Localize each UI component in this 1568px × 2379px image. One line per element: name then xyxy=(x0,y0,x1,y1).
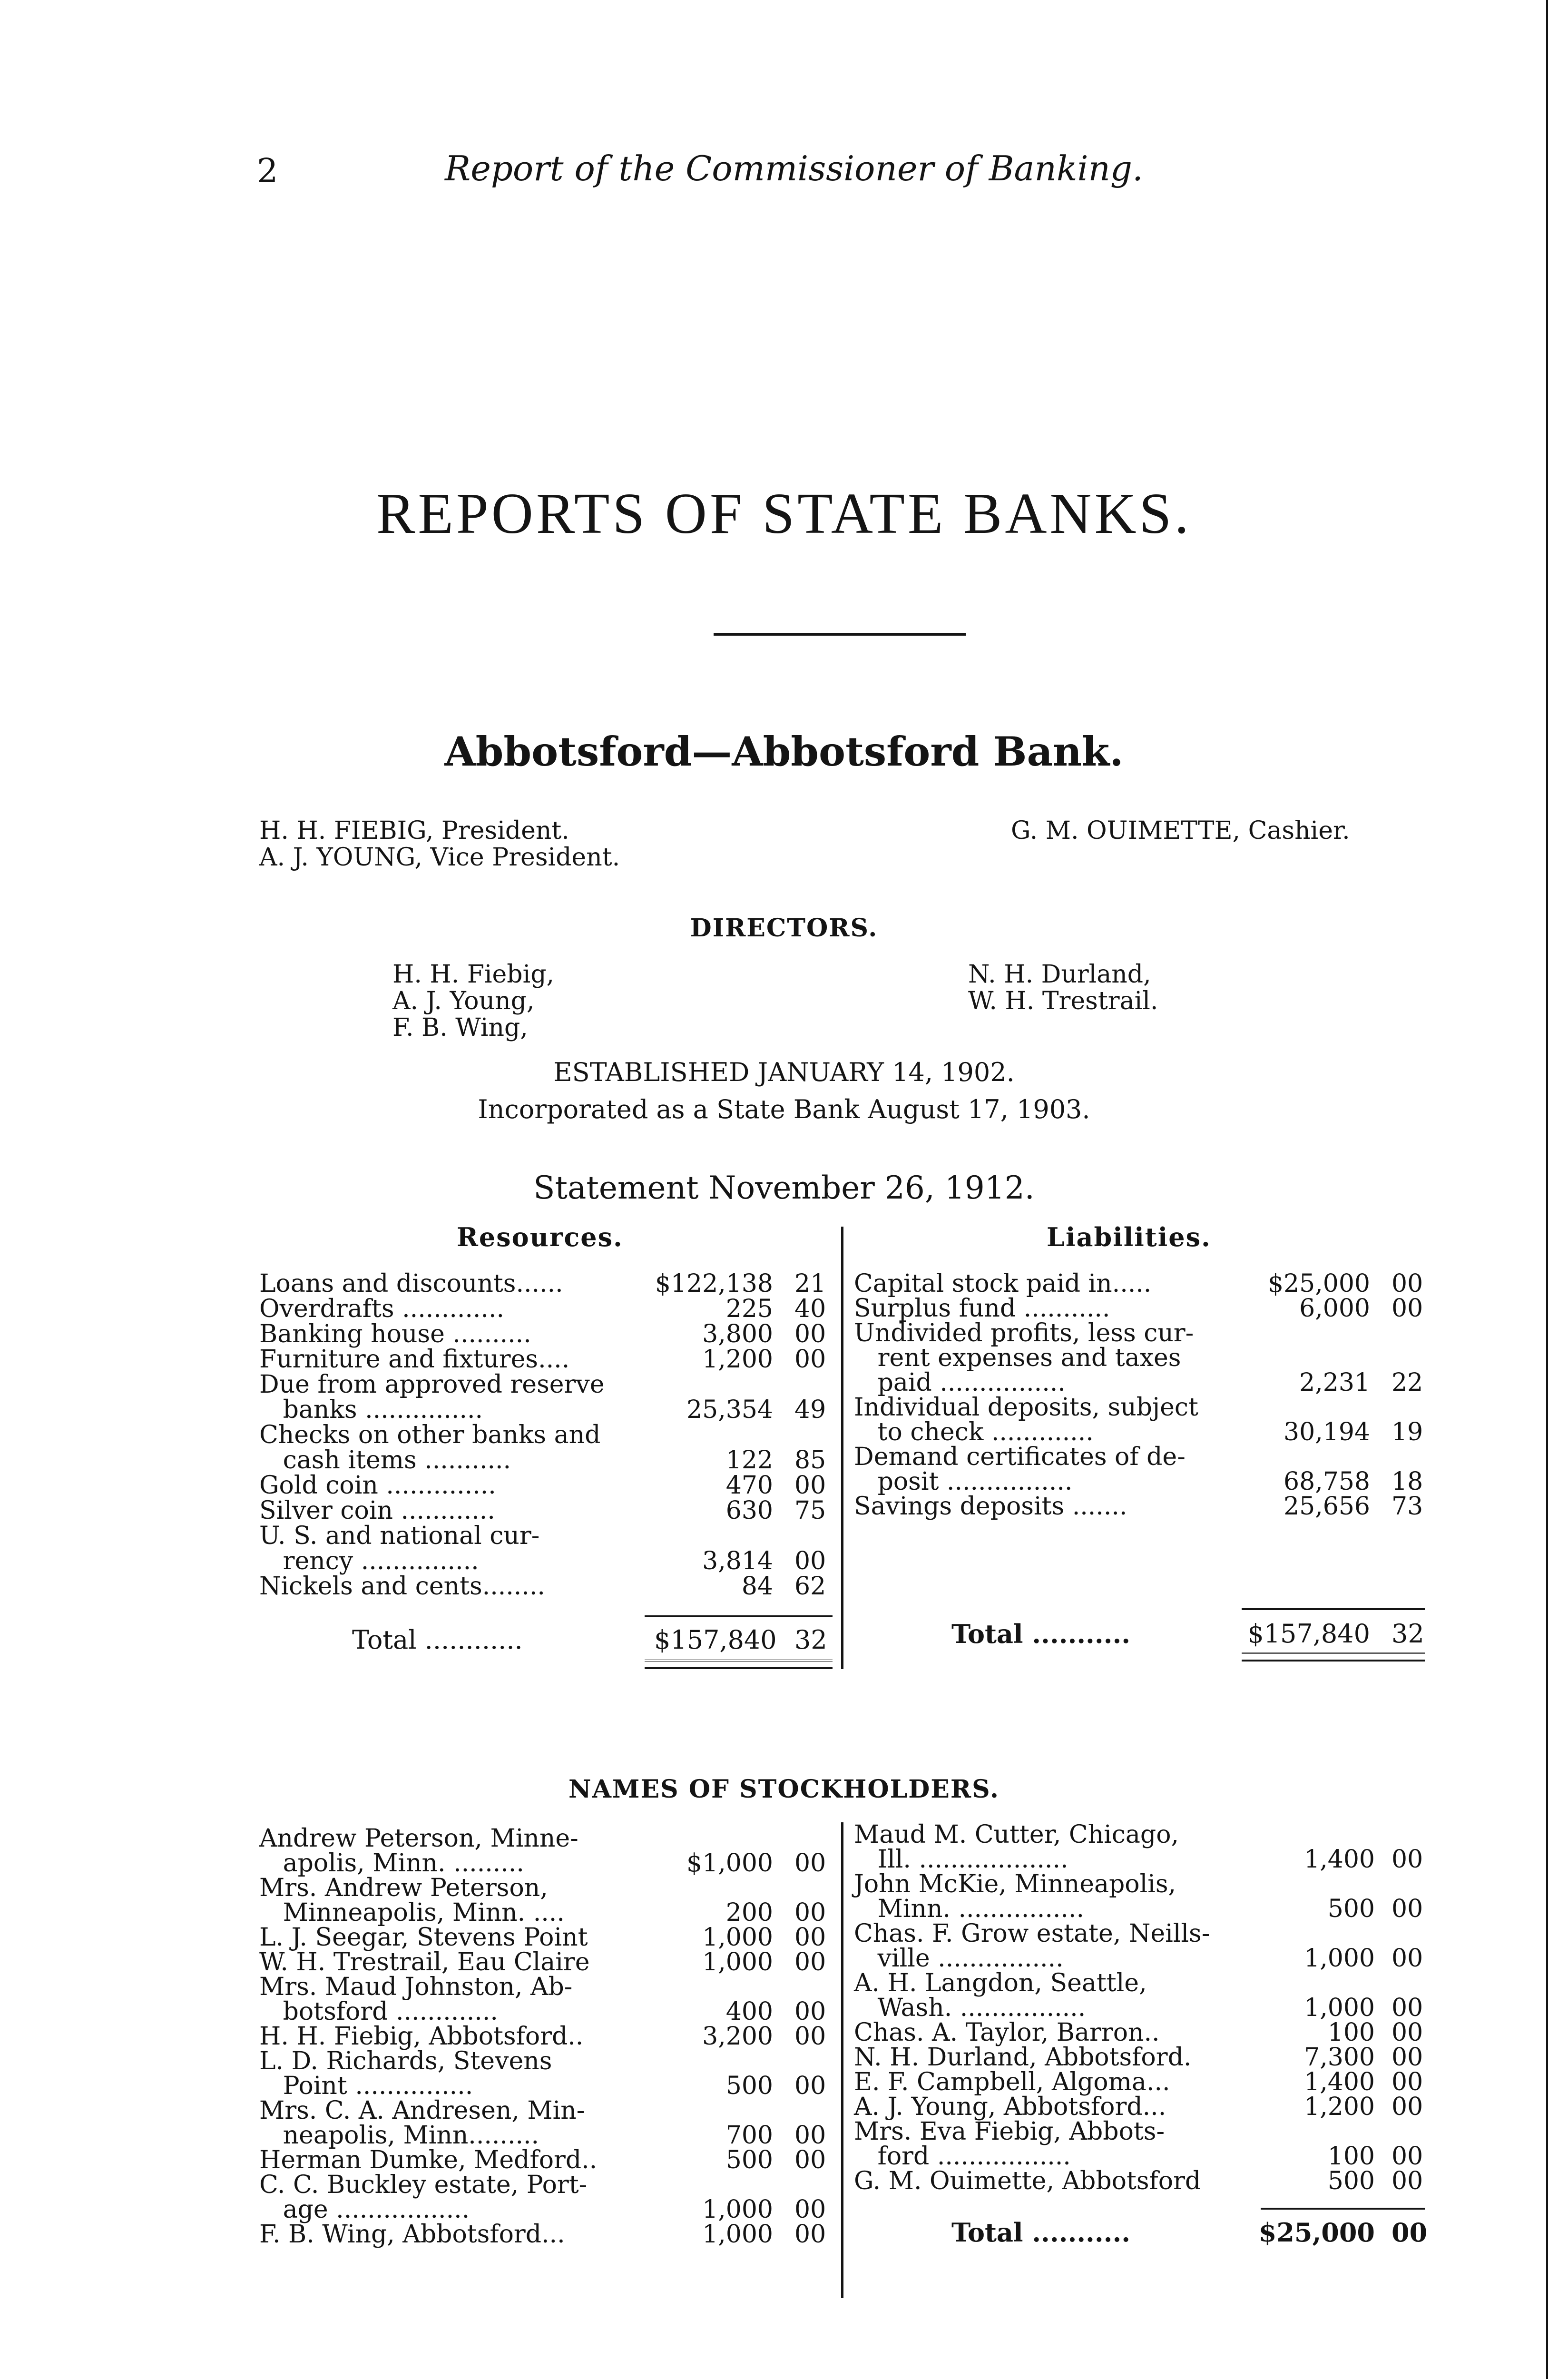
officer-vice-president: A. J. YOUNG, Vice President. xyxy=(259,843,620,872)
row-cents: 00 xyxy=(1392,2068,1423,2096)
row-cents: 00 xyxy=(794,1320,826,1348)
table-row xyxy=(854,1822,1430,1847)
row-dollars: $25,000 xyxy=(1267,1269,1370,1298)
row-label: ford ................. xyxy=(854,2142,1071,2171)
row-label: Checks on other banks and xyxy=(259,1421,601,1449)
row-cents: 00 xyxy=(794,2022,826,2051)
stockholders-total-cents: 00 xyxy=(1392,2217,1428,2248)
resources-total-rule xyxy=(645,1615,833,1617)
row-label: C. C. Buckley estate, Port- xyxy=(259,2171,588,2199)
row-cents: 40 xyxy=(794,1295,826,1323)
table-row xyxy=(259,1297,835,1322)
resources-total-cents: 32 xyxy=(794,1625,827,1655)
row-cents: 00 xyxy=(794,2146,826,2174)
row-cents: 00 xyxy=(1392,1994,1423,2022)
table-row xyxy=(259,1498,835,1524)
director-name: H. H. Fiebig, xyxy=(392,960,555,989)
row-cents: 00 xyxy=(794,1898,826,1927)
row-cents: 00 xyxy=(794,1923,826,1952)
table-row xyxy=(259,1900,835,1925)
table-row xyxy=(259,1925,835,1950)
row-label: Ill. ................... xyxy=(854,1845,1068,1874)
bank-name: Abbotsford—Abbotsford Bank. xyxy=(444,728,1124,775)
table-row xyxy=(854,1395,1430,1420)
table-row xyxy=(259,1473,835,1498)
row-cents: 00 xyxy=(794,1471,826,1500)
table-row xyxy=(259,1397,835,1423)
row-label: posit ................ xyxy=(854,1467,1073,1496)
row-dollars: $122,138 xyxy=(655,1269,773,1298)
row-label: Minn. ................ xyxy=(854,1895,1084,1923)
director-name: W. H. Trestrail. xyxy=(968,987,1158,1015)
row-label: Andrew Peterson, Minne- xyxy=(259,1824,578,1853)
table-row xyxy=(854,2070,1430,2094)
row-cents: 18 xyxy=(1392,1467,1423,1496)
row-dollars: 1,000 xyxy=(702,2195,773,2224)
row-dollars: 200 xyxy=(725,1898,773,1927)
row-dollars: 3,814 xyxy=(702,1547,773,1575)
table-row xyxy=(259,2074,835,2098)
row-dollars: 1,000 xyxy=(702,1923,773,1952)
row-label: Overdrafts ............. xyxy=(259,1295,505,1323)
row-label: Savings deposits ....... xyxy=(854,1492,1127,1521)
row-cents: 00 xyxy=(1392,1845,1423,1874)
stockholders-left-table xyxy=(259,1826,835,2247)
row-label: Demand certificates of de- xyxy=(854,1443,1186,1471)
row-dollars: 2,231 xyxy=(1299,1368,1370,1397)
established-line: ESTABLISHED JANUARY 14, 1902. xyxy=(553,1057,1015,1087)
table-row xyxy=(259,2222,835,2247)
table-row xyxy=(259,2098,835,2123)
table-row xyxy=(854,2144,1430,2169)
row-dollars: 225 xyxy=(725,1295,773,1323)
table-row xyxy=(854,1296,1430,1321)
row-dollars: 25,354 xyxy=(686,1396,773,1424)
row-label: rency ............... xyxy=(259,1547,479,1575)
row-label: Minneapolis, Minn. .... xyxy=(259,1898,565,1927)
table-row xyxy=(854,1445,1430,1469)
row-cents: 00 xyxy=(794,1547,826,1575)
director-name: N. H. Durland, xyxy=(968,960,1151,989)
table-row xyxy=(259,1999,835,2024)
table-row xyxy=(854,2094,1430,2119)
resources-total-label: Total ............ xyxy=(352,1625,523,1655)
row-cents: 00 xyxy=(794,2121,826,2150)
table-row xyxy=(259,2197,835,2222)
row-dollars: 100 xyxy=(1327,2018,1375,2047)
table-row xyxy=(854,1897,1430,1921)
officer-president: H. H. FIEBIG, President. xyxy=(259,816,569,845)
row-cents: 85 xyxy=(794,1446,826,1475)
table-row xyxy=(259,2024,835,2049)
liabilities-total-rule xyxy=(1242,1608,1425,1610)
row-label: E. F. Campbell, Algoma... xyxy=(854,2068,1170,2096)
table-row xyxy=(259,1574,835,1599)
row-label: Silver coin ............ xyxy=(259,1496,495,1525)
row-dollars: 1,000 xyxy=(702,1948,773,1976)
row-label: L. J. Seegar, Stevens Point xyxy=(259,1923,588,1952)
row-label: Undivided profits, less cur- xyxy=(854,1319,1194,1347)
table-row xyxy=(259,2148,835,2173)
statement-title: Statement November 26, 1912. xyxy=(533,1170,1035,1206)
table-row xyxy=(854,1469,1430,1494)
table-row xyxy=(854,1872,1430,1897)
row-label: Loans and discounts...... xyxy=(259,1269,563,1298)
row-cents: 62 xyxy=(794,1572,826,1601)
incorporated-line: Incorporated as a State Bank August 17, 1903. xyxy=(478,1094,1090,1124)
page-number: 2 xyxy=(257,151,278,190)
row-label: age ................. xyxy=(259,2195,470,2224)
table-row xyxy=(259,2173,835,2197)
page-title: REPORTS OF STATE BANKS. xyxy=(376,482,1192,546)
table-row xyxy=(259,1423,835,1448)
row-label: neapolis, Minn......... xyxy=(259,2121,539,2150)
row-cents: 49 xyxy=(794,1396,826,1424)
table-row xyxy=(259,1826,835,1851)
row-label: cash items ........... xyxy=(259,1446,511,1475)
row-cents: 00 xyxy=(1392,1269,1423,1298)
stockholders-column-divider xyxy=(841,1822,843,2298)
row-label: John McKie, Minneapolis, xyxy=(854,1870,1176,1898)
row-cents: 00 xyxy=(794,1997,826,2026)
row-dollars: 7,300 xyxy=(1304,2043,1375,2072)
row-label: rent expenses and taxes xyxy=(854,1344,1181,1372)
stockholders-total-label: Total ........... xyxy=(951,2217,1131,2248)
row-dollars: 500 xyxy=(725,2146,773,2174)
liabilities-total-cents: 32 xyxy=(1392,1619,1424,1649)
table-row xyxy=(854,1494,1430,1519)
row-label: W. H. Trestrail, Eau Claire xyxy=(259,1948,590,1976)
row-cents: 00 xyxy=(794,1948,826,1976)
row-label: Nickels and cents........ xyxy=(259,1572,545,1601)
table-row xyxy=(854,1321,1430,1346)
table-row xyxy=(259,1347,835,1372)
row-dollars: 6,000 xyxy=(1299,1294,1370,1323)
table-row xyxy=(259,1448,835,1473)
table-row xyxy=(259,1372,835,1397)
row-cents: 00 xyxy=(1392,2043,1423,2072)
row-label: Furniture and fixtures.... xyxy=(259,1345,570,1374)
statement-column-divider xyxy=(841,1227,843,1669)
table-row xyxy=(854,2045,1430,2070)
row-label: Chas. F. Grow estate, Neills- xyxy=(854,1919,1210,1948)
table-row xyxy=(854,1370,1430,1395)
director-name: F. B. Wing, xyxy=(392,1013,528,1042)
row-label: N. H. Durland, Abbotsford. xyxy=(854,2043,1192,2072)
table-row xyxy=(854,1946,1430,1971)
row-dollars: 500 xyxy=(725,2072,773,2100)
row-label: botsford ............. xyxy=(259,1997,498,2026)
officers-right xyxy=(1011,817,1350,844)
row-label: Gold coin .............. xyxy=(259,1471,496,1500)
row-cents: 00 xyxy=(1392,2093,1423,2121)
directors-left xyxy=(392,961,554,1041)
row-label: Chas. A. Taylor, Barron.. xyxy=(854,2018,1160,2047)
row-dollars: $1,000 xyxy=(686,1849,773,1878)
row-cents: 73 xyxy=(1392,1492,1423,1521)
row-dollars: 700 xyxy=(725,2121,773,2150)
table-row xyxy=(259,2049,835,2074)
liabilities-total-dollars: $157,840 xyxy=(1247,1619,1370,1649)
table-row xyxy=(854,1346,1430,1370)
row-dollars: 500 xyxy=(1327,1895,1375,1923)
row-dollars: 1,000 xyxy=(1304,1944,1375,1973)
row-dollars: 470 xyxy=(725,1471,773,1500)
title-divider xyxy=(714,633,966,636)
row-cents: 00 xyxy=(794,1849,826,1878)
row-dollars: 68,758 xyxy=(1284,1467,1370,1496)
row-label: Mrs. C. A. Andresen, Min- xyxy=(259,2096,585,2125)
row-dollars: 1,200 xyxy=(702,1345,773,1374)
row-cents: 75 xyxy=(794,1496,826,1525)
row-label: H. H. Fiebig, Abbotsford.. xyxy=(259,2022,584,2051)
row-label: Individual deposits, subject xyxy=(854,1393,1198,1422)
table-row xyxy=(854,2119,1430,2144)
row-cents: 00 xyxy=(1392,2167,1423,2195)
table-row xyxy=(259,1549,835,1574)
row-label: Wash. ................ xyxy=(854,1994,1086,2022)
table-row xyxy=(854,1971,1430,1996)
row-dollars: 630 xyxy=(725,1496,773,1525)
row-dollars: 25,656 xyxy=(1284,1492,1370,1521)
table-row xyxy=(854,1271,1430,1296)
table-row xyxy=(259,1950,835,1975)
row-dollars: 1,400 xyxy=(1304,2068,1375,2096)
row-dollars: 30,194 xyxy=(1284,1418,1370,1446)
liabilities-table xyxy=(854,1271,1430,1519)
resources-heading: Resources. xyxy=(457,1222,623,1252)
row-label: Point ............... xyxy=(259,2072,473,2100)
stockholders-total-amount: $25,000 xyxy=(1258,2217,1375,2248)
row-label: Surplus fund ........... xyxy=(854,1294,1110,1323)
stockholders-right-table xyxy=(854,1822,1430,2193)
resources-total-dollars: $157,840 xyxy=(654,1625,777,1655)
table-row xyxy=(854,2169,1430,2193)
row-cents: 00 xyxy=(794,2195,826,2224)
row-cents: 00 xyxy=(1392,2142,1423,2171)
row-label: F. B. Wing, Abbotsford... xyxy=(259,2220,565,2249)
table-row xyxy=(854,1420,1430,1445)
stockholders-heading: NAMES OF STOCKHOLDERS. xyxy=(568,1775,1000,1804)
table-row xyxy=(259,1322,835,1347)
row-dollars: 3,200 xyxy=(702,2022,773,2051)
row-cents: 00 xyxy=(794,2072,826,2100)
running-title: Report of the Commissioner of Banking. xyxy=(445,148,1143,188)
row-label: apolis, Minn. ......... xyxy=(259,1849,524,1878)
stockholders-total-rule xyxy=(1261,2208,1425,2210)
row-label: Banking house .......... xyxy=(259,1320,531,1348)
row-label: L. D. Richards, Stevens xyxy=(259,2047,552,2075)
table-row xyxy=(259,1851,835,1876)
row-dollars: 400 xyxy=(725,1997,773,2026)
table-row xyxy=(259,1524,835,1549)
row-cents: 22 xyxy=(1392,1368,1423,1397)
resources-total-double-rule xyxy=(645,1660,833,1669)
row-cents: 00 xyxy=(794,2220,826,2249)
row-cents: 00 xyxy=(1392,1895,1423,1923)
table-row xyxy=(854,1996,1430,2020)
row-dollars: 1,000 xyxy=(702,2220,773,2249)
row-label: Due from approved reserve xyxy=(259,1370,605,1399)
row-cents: 19 xyxy=(1392,1418,1423,1446)
row-cents: 21 xyxy=(794,1269,826,1298)
row-cents: 00 xyxy=(1392,1944,1423,1973)
liabilities-total-label: Total ........... xyxy=(951,1619,1131,1649)
row-label: Mrs. Andrew Peterson, xyxy=(259,1874,548,1902)
liabilities-total-double-rule xyxy=(1242,1652,1425,1661)
row-dollars: 3,800 xyxy=(702,1320,773,1348)
row-label: A. H. Langdon, Seattle, xyxy=(854,1969,1147,1997)
row-label: Mrs. Eva Fiebig, Abbots- xyxy=(854,2117,1165,2146)
row-label: Mrs. Maud Johnston, Ab- xyxy=(259,1973,573,2001)
director-name: A. J. Young, xyxy=(392,987,535,1015)
row-cents: 00 xyxy=(1392,2018,1423,2047)
row-label: banks ............... xyxy=(259,1396,483,1424)
row-label: A. J. Young, Abbotsford... xyxy=(854,2093,1166,2121)
row-label: paid ................ xyxy=(854,1368,1066,1397)
officers-left xyxy=(259,817,620,871)
row-dollars: 1,200 xyxy=(1304,2093,1375,2121)
row-dollars: 100 xyxy=(1327,2142,1375,2171)
table-row xyxy=(259,1975,835,1999)
table-row xyxy=(854,2020,1430,2045)
row-label: Maud M. Cutter, Chicago, xyxy=(854,1820,1179,1849)
row-dollars: 1,000 xyxy=(1304,1994,1375,2022)
table-row xyxy=(854,1921,1430,1946)
row-dollars: 84 xyxy=(741,1572,773,1601)
resources-table xyxy=(259,1271,835,1599)
row-cents: 00 xyxy=(794,1345,826,1374)
row-label: G. M. Ouimette, Abbotsford xyxy=(854,2167,1201,2195)
row-label: ville ................ xyxy=(854,1944,1064,1973)
row-label: to check ............. xyxy=(854,1418,1094,1446)
page-edge-rule xyxy=(1546,0,1548,2379)
row-dollars: 1,400 xyxy=(1304,1845,1375,1874)
directors-heading: DIRECTORS. xyxy=(690,914,878,943)
row-label: Capital stock paid in..... xyxy=(854,1269,1152,1298)
table-row xyxy=(854,1847,1430,1872)
officer-cashier: G. M. OUIMETTE, Cashier. xyxy=(1011,816,1350,845)
row-cents: 00 xyxy=(1392,1294,1423,1323)
row-dollars: 500 xyxy=(1327,2167,1375,2195)
table-row xyxy=(259,1271,835,1297)
row-label: Herman Dumke, Medford.. xyxy=(259,2146,598,2174)
liabilities-heading: Liabilities. xyxy=(1047,1222,1211,1252)
row-dollars: 122 xyxy=(725,1446,773,1475)
row-label: U. S. and national cur- xyxy=(259,1522,540,1550)
table-row xyxy=(259,1876,835,1900)
directors-right xyxy=(968,961,1158,1014)
table-row xyxy=(259,2123,835,2148)
